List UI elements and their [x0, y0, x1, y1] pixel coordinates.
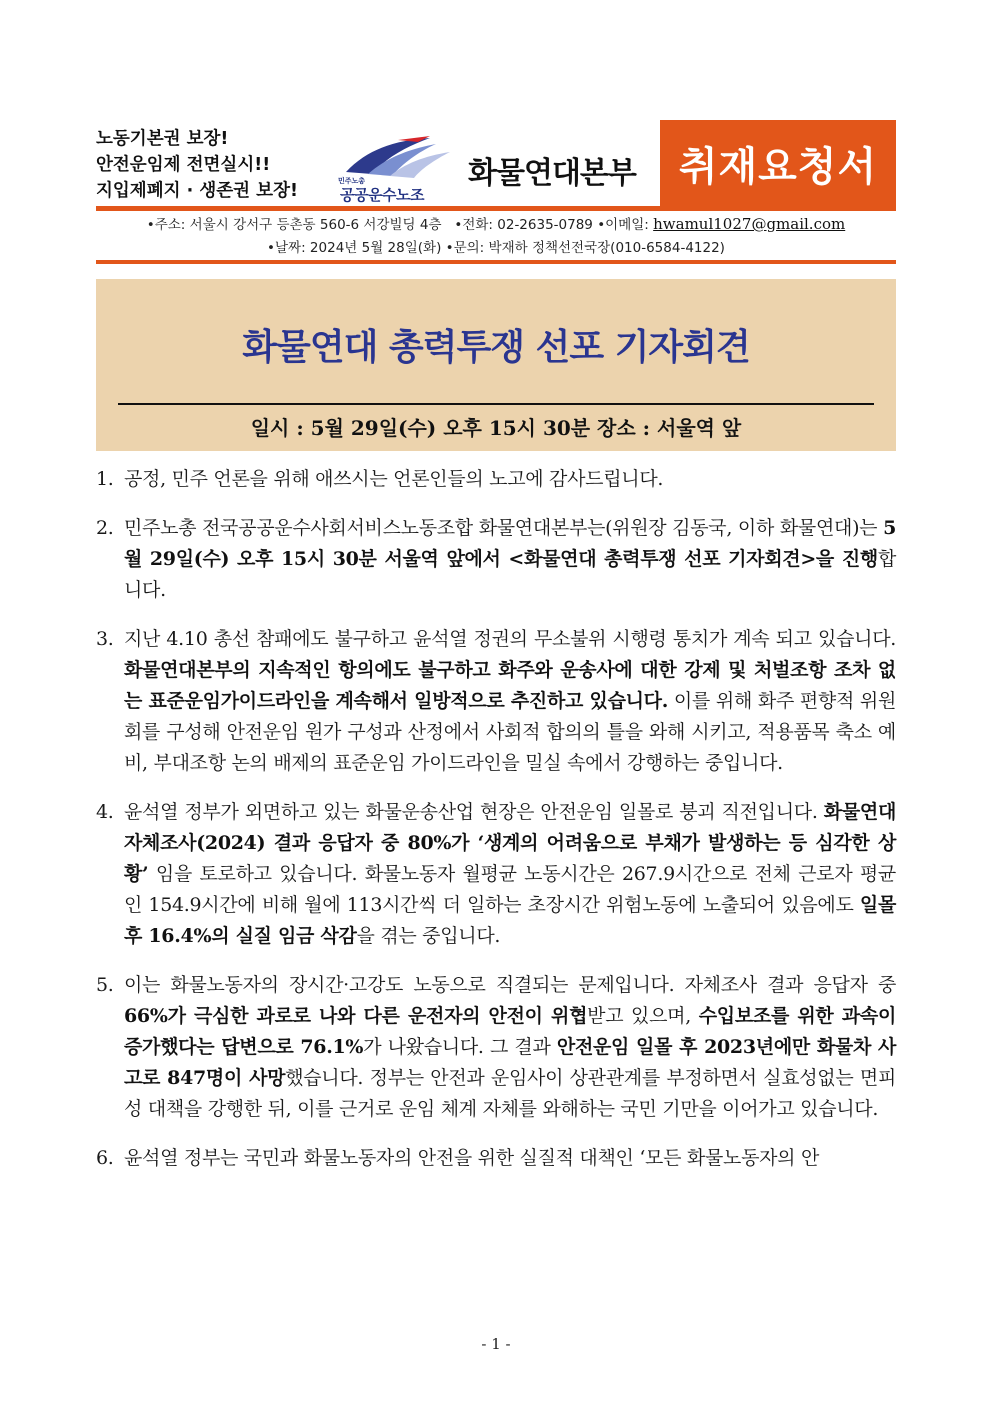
body-text: 지난 4.10 총선 참패에도 불구하고 윤석열 정권의 무소불위 시행령 통치가 계속 되고 있습니다. [124, 628, 896, 650]
list-item [96, 624, 896, 779]
title-divider [118, 403, 874, 405]
list-item-number: 3. [96, 628, 114, 650]
logo-small-text: 민주노총 [338, 177, 366, 185]
address: •주소: 서울시 강서구 등촌동 560-6 서강빌딩 4층 [146, 217, 442, 233]
list-item-number: 4. [96, 801, 114, 823]
document-title: 화물연대 총력투쟁 선포 기자회견 [242, 327, 750, 368]
body-text: 윤석열 정부가 외면하고 있는 화물운송산업 현장은 안전운임 일몰로 붕괴 직전입니다. [124, 801, 824, 823]
list-item [96, 1143, 896, 1174]
contact-line-2 [96, 236, 896, 256]
body-text: 임을 토로하고 있습니다. 화물노동자 월평균 노동시간은 267.9시간으로 전체 근로자 평균인 154.9시간에 비해 월에 113시간씩 더 일하는 초장시간 위험노동에 노출되어 있음에도 [124, 863, 896, 916]
list-item-number: 1. [96, 468, 114, 490]
body-text: 윤석열 정부는 국민과 화물노동자의 안전을 위한 실질적 대책인 ‘모든 화물노동자의 안 [124, 1147, 820, 1169]
body-text: 민주노총 전국공공운수사회서비스노동조합 화물연대본부는(위원장 김동국, 이하 화물연대)는 [124, 517, 884, 539]
event-info: 일시 : 5월 29일(수) 오후 15시 30분 장소 : 서울역 앞 [250, 416, 742, 440]
document-body [96, 464, 896, 1192]
body-text: 받고 있으며, [587, 1005, 699, 1027]
email-label: •이메일: [597, 217, 654, 233]
body-text: 을 겪는 중입니다. [356, 925, 501, 947]
list-item [96, 970, 896, 1125]
emphasis-text: 66%가 극심한 과로로 나와 다른 운전자의 안전이 위협 [124, 1005, 588, 1027]
union-logo [338, 134, 458, 204]
body-text: 했습니다. 정부는 안전과 운임사이 상관관계를 부정하면서 실효성없는 면피성 대책을 강행한 뒤, 이를 근거로 운임 체계 자체를 와해하는 국민 기만을 이어가고 있습니다. [124, 1067, 896, 1120]
title-box [96, 279, 896, 451]
body-text: 합니다. [124, 548, 896, 601]
body-text: 가 나왔습니다. 그 결과 [363, 1036, 557, 1058]
slogan: 노동기본권 보장! [96, 129, 229, 149]
emphasis-text: 안전운임 일몰 후 2023년에만 화물차 사고로 847명이 사망 [124, 1036, 897, 1089]
emphasis-text: 화물연대본부의 지속적인 항의에도 불구하고 화주와 운송사에 대한 강제 및 처벌조항 조차 없는 표준운임가이드라인을 계속해서 일방적으로 추진하고 있습니다. [124, 659, 896, 712]
emphasis-text: 일몰 후 16.4%의 실질 임금 삭감 [124, 894, 896, 947]
union-logo-icon [338, 134, 458, 182]
list-item [96, 513, 896, 606]
email-link[interactable]: hwamul1027@gmail.com [653, 215, 846, 233]
org-name: 화물연대본부 [468, 156, 636, 191]
contact-rule [96, 260, 896, 264]
inquiry: •문의: 박재하 정책선전국장(010-6584-4122) [445, 240, 725, 256]
slogan: 안전운임제 전면실시!! [96, 155, 271, 175]
slogans [96, 126, 298, 204]
doc-type-badge: 취재요청서 [660, 120, 896, 206]
list-item-number: 2. [96, 517, 114, 539]
slogan: 지입제폐지 · 생존권 보장! [96, 181, 298, 201]
date: •날짜: 2024년 5월 28일(화) [267, 240, 442, 256]
body-text: 공정, 민주 언론을 위해 애쓰시는 언론인들의 노고에 감사드립니다. [124, 468, 664, 490]
body-text: 이를 위해 화주 편향적 위원회를 구성해 안전운임 원가 구성과 산정에서 사회적 합의의 틀을 와해 시키고, 적용품목 축소 예비, 부대조항 논의 배제의 표준운임 가이드라인을 밀실 속에서 강행하는 중입니다. [124, 690, 897, 774]
list-item [96, 464, 896, 495]
emphasis-text: 화물연대 자체조사(2024) 결과 응답자 중 80%가 ‘생계의 어려움으로 부채가 발생하는 등 심각한 상황’ [124, 801, 896, 885]
logo-name: 공공운수노조 [340, 186, 424, 204]
emphasis-text: 수입보조를 위한 과속이 증가했다는 답변으로 76.1% [124, 1005, 896, 1058]
page-number: - 1 - [481, 1335, 511, 1353]
body-text: 이는 화물노동자의 장시간·고강도 노동으로 직결되는 문제입니다. 자체조사 결과 응답자 중 [124, 974, 896, 996]
header-rule [96, 206, 896, 211]
contact-line-1 [96, 213, 896, 233]
emphasis-text: 5월 29일(수) 오후 15시 30분 서울역 앞에서 <화물연대 총력투쟁 선포 기자회견>을 진행 [124, 517, 896, 570]
list-item [96, 797, 896, 952]
list-item-number: 6. [96, 1147, 114, 1169]
phone: •전화: 02-2635-0789 [454, 217, 593, 233]
document-header [96, 118, 896, 212]
list-item-number: 5. [96, 974, 114, 996]
